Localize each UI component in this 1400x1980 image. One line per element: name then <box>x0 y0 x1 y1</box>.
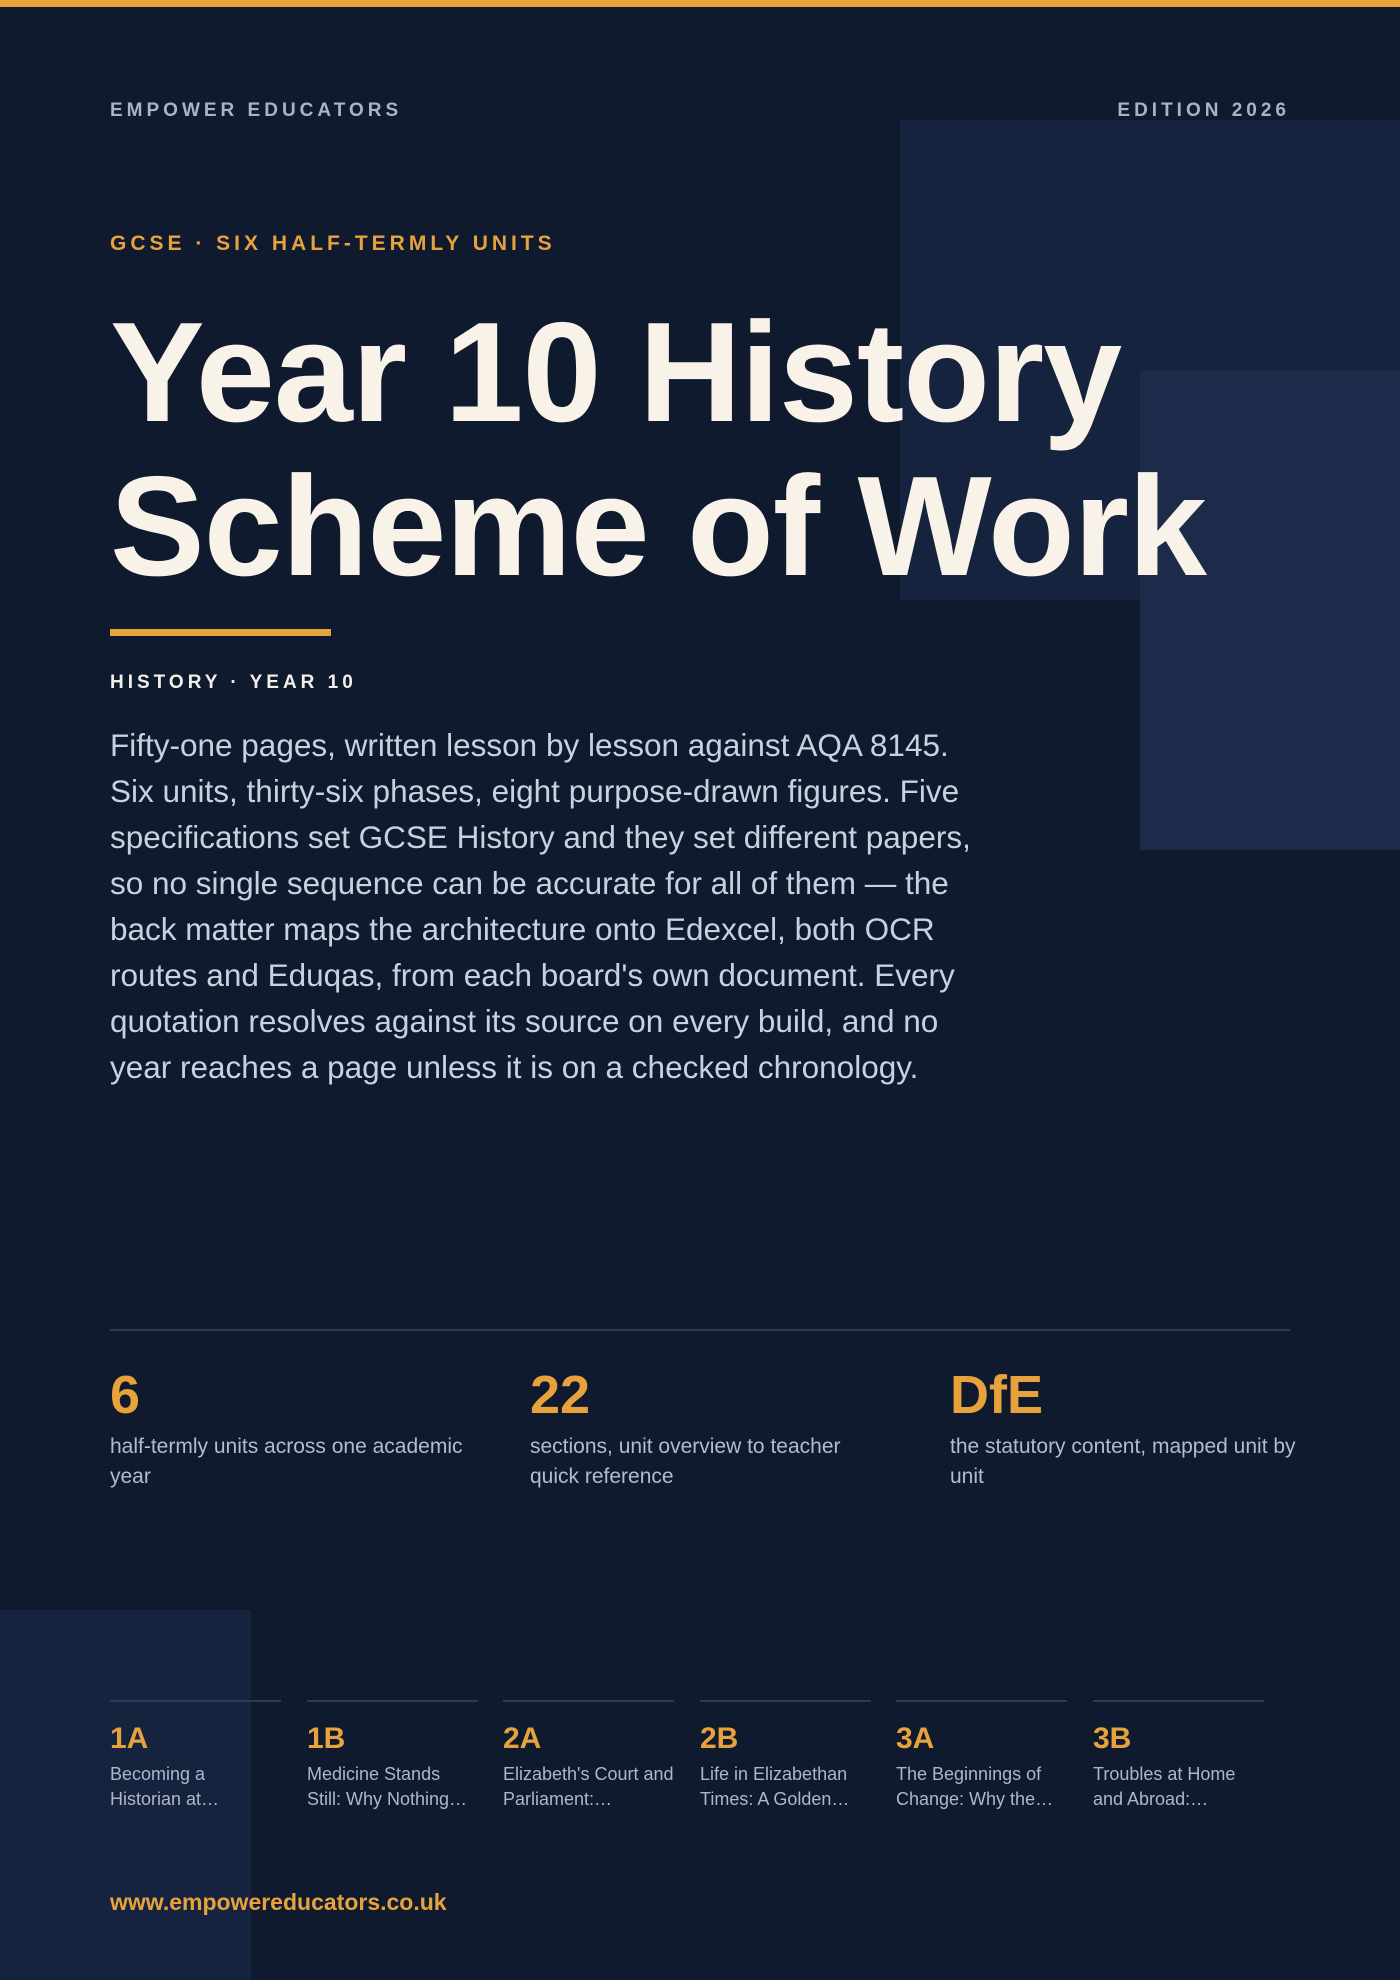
stat-description: sections, unit overview to teacher quick reference <box>530 1435 841 1488</box>
unit-name: Medicine Stands Still: Why Nothing… <box>307 1764 468 1809</box>
unit-code: 3A <box>896 1722 935 1755</box>
title-underline <box>110 629 331 636</box>
stat-value: DfE <box>950 1365 1043 1425</box>
title-line-1: Year 10 History <box>110 293 1122 452</box>
unit-item-3b <box>1093 1700 1264 1812</box>
top-accent-bar <box>0 0 1400 7</box>
unit-code: 2B <box>700 1722 739 1755</box>
subject-label: HISTORY · YEAR 10 <box>110 672 357 693</box>
unit-item-2b <box>700 1700 871 1812</box>
intro-paragraph: Fifty-one pages, written lesson by lesson against AQA 8145. Six units, thirty-six phases, eight purpose-drawn figures. Five specifications set GCSE History and they set different papers, so no single sequence can be accurate for all of them — the back matter maps the architecture onto Edexcel, both OCR routes and Eduqas, from each board's own document. Every quotation resolves against its source on every build, and no year reaches a page unless it is on a checked chronology. <box>110 727 971 1085</box>
unit-item-2a <box>503 1700 674 1812</box>
unit-item-3a <box>896 1700 1067 1812</box>
stat-value: 6 <box>110 1365 141 1425</box>
unit-code: 2A <box>503 1722 542 1755</box>
website-link[interactable]: www.empowereducators.co.uk <box>110 1889 447 1915</box>
unit-name: Becoming a Historian at… <box>110 1764 220 1809</box>
unit-list <box>110 1700 1290 1820</box>
unit-name: Elizabeth's Court and Parliament:… <box>503 1764 674 1809</box>
page-title <box>110 293 1310 606</box>
unit-name: The Beginnings of Change: Why the… <box>896 1764 1054 1809</box>
unit-name: Troubles at Home and Abroad:… <box>1093 1764 1236 1809</box>
unit-code: 1A <box>110 1722 149 1755</box>
title-line-2: Scheme of Work <box>110 447 1206 606</box>
kicker: GCSE · SIX HALF-TERMLY UNITS <box>110 232 556 255</box>
stat-units <box>110 1362 470 1492</box>
unit-code: 1B <box>307 1722 346 1755</box>
unit-name: Life in Elizabethan Times: A Golden… <box>700 1764 850 1809</box>
header <box>110 100 1290 126</box>
brand-name: EMPOWER EDUCATORS <box>110 100 403 121</box>
stat-sections <box>530 1362 890 1492</box>
unit-item-1b <box>307 1700 478 1812</box>
stat-value: 22 <box>530 1365 591 1425</box>
stat-description: the statutory content, mapped unit by unit <box>950 1435 1296 1488</box>
stats-divider <box>110 1329 1290 1331</box>
stat-description: half-termly units across one academic year <box>110 1435 463 1488</box>
edition-label: EDITION 2026 <box>1117 100 1290 121</box>
unit-code: 3B <box>1093 1722 1132 1755</box>
stat-statutory <box>950 1362 1310 1492</box>
unit-item-1a <box>110 1700 281 1812</box>
